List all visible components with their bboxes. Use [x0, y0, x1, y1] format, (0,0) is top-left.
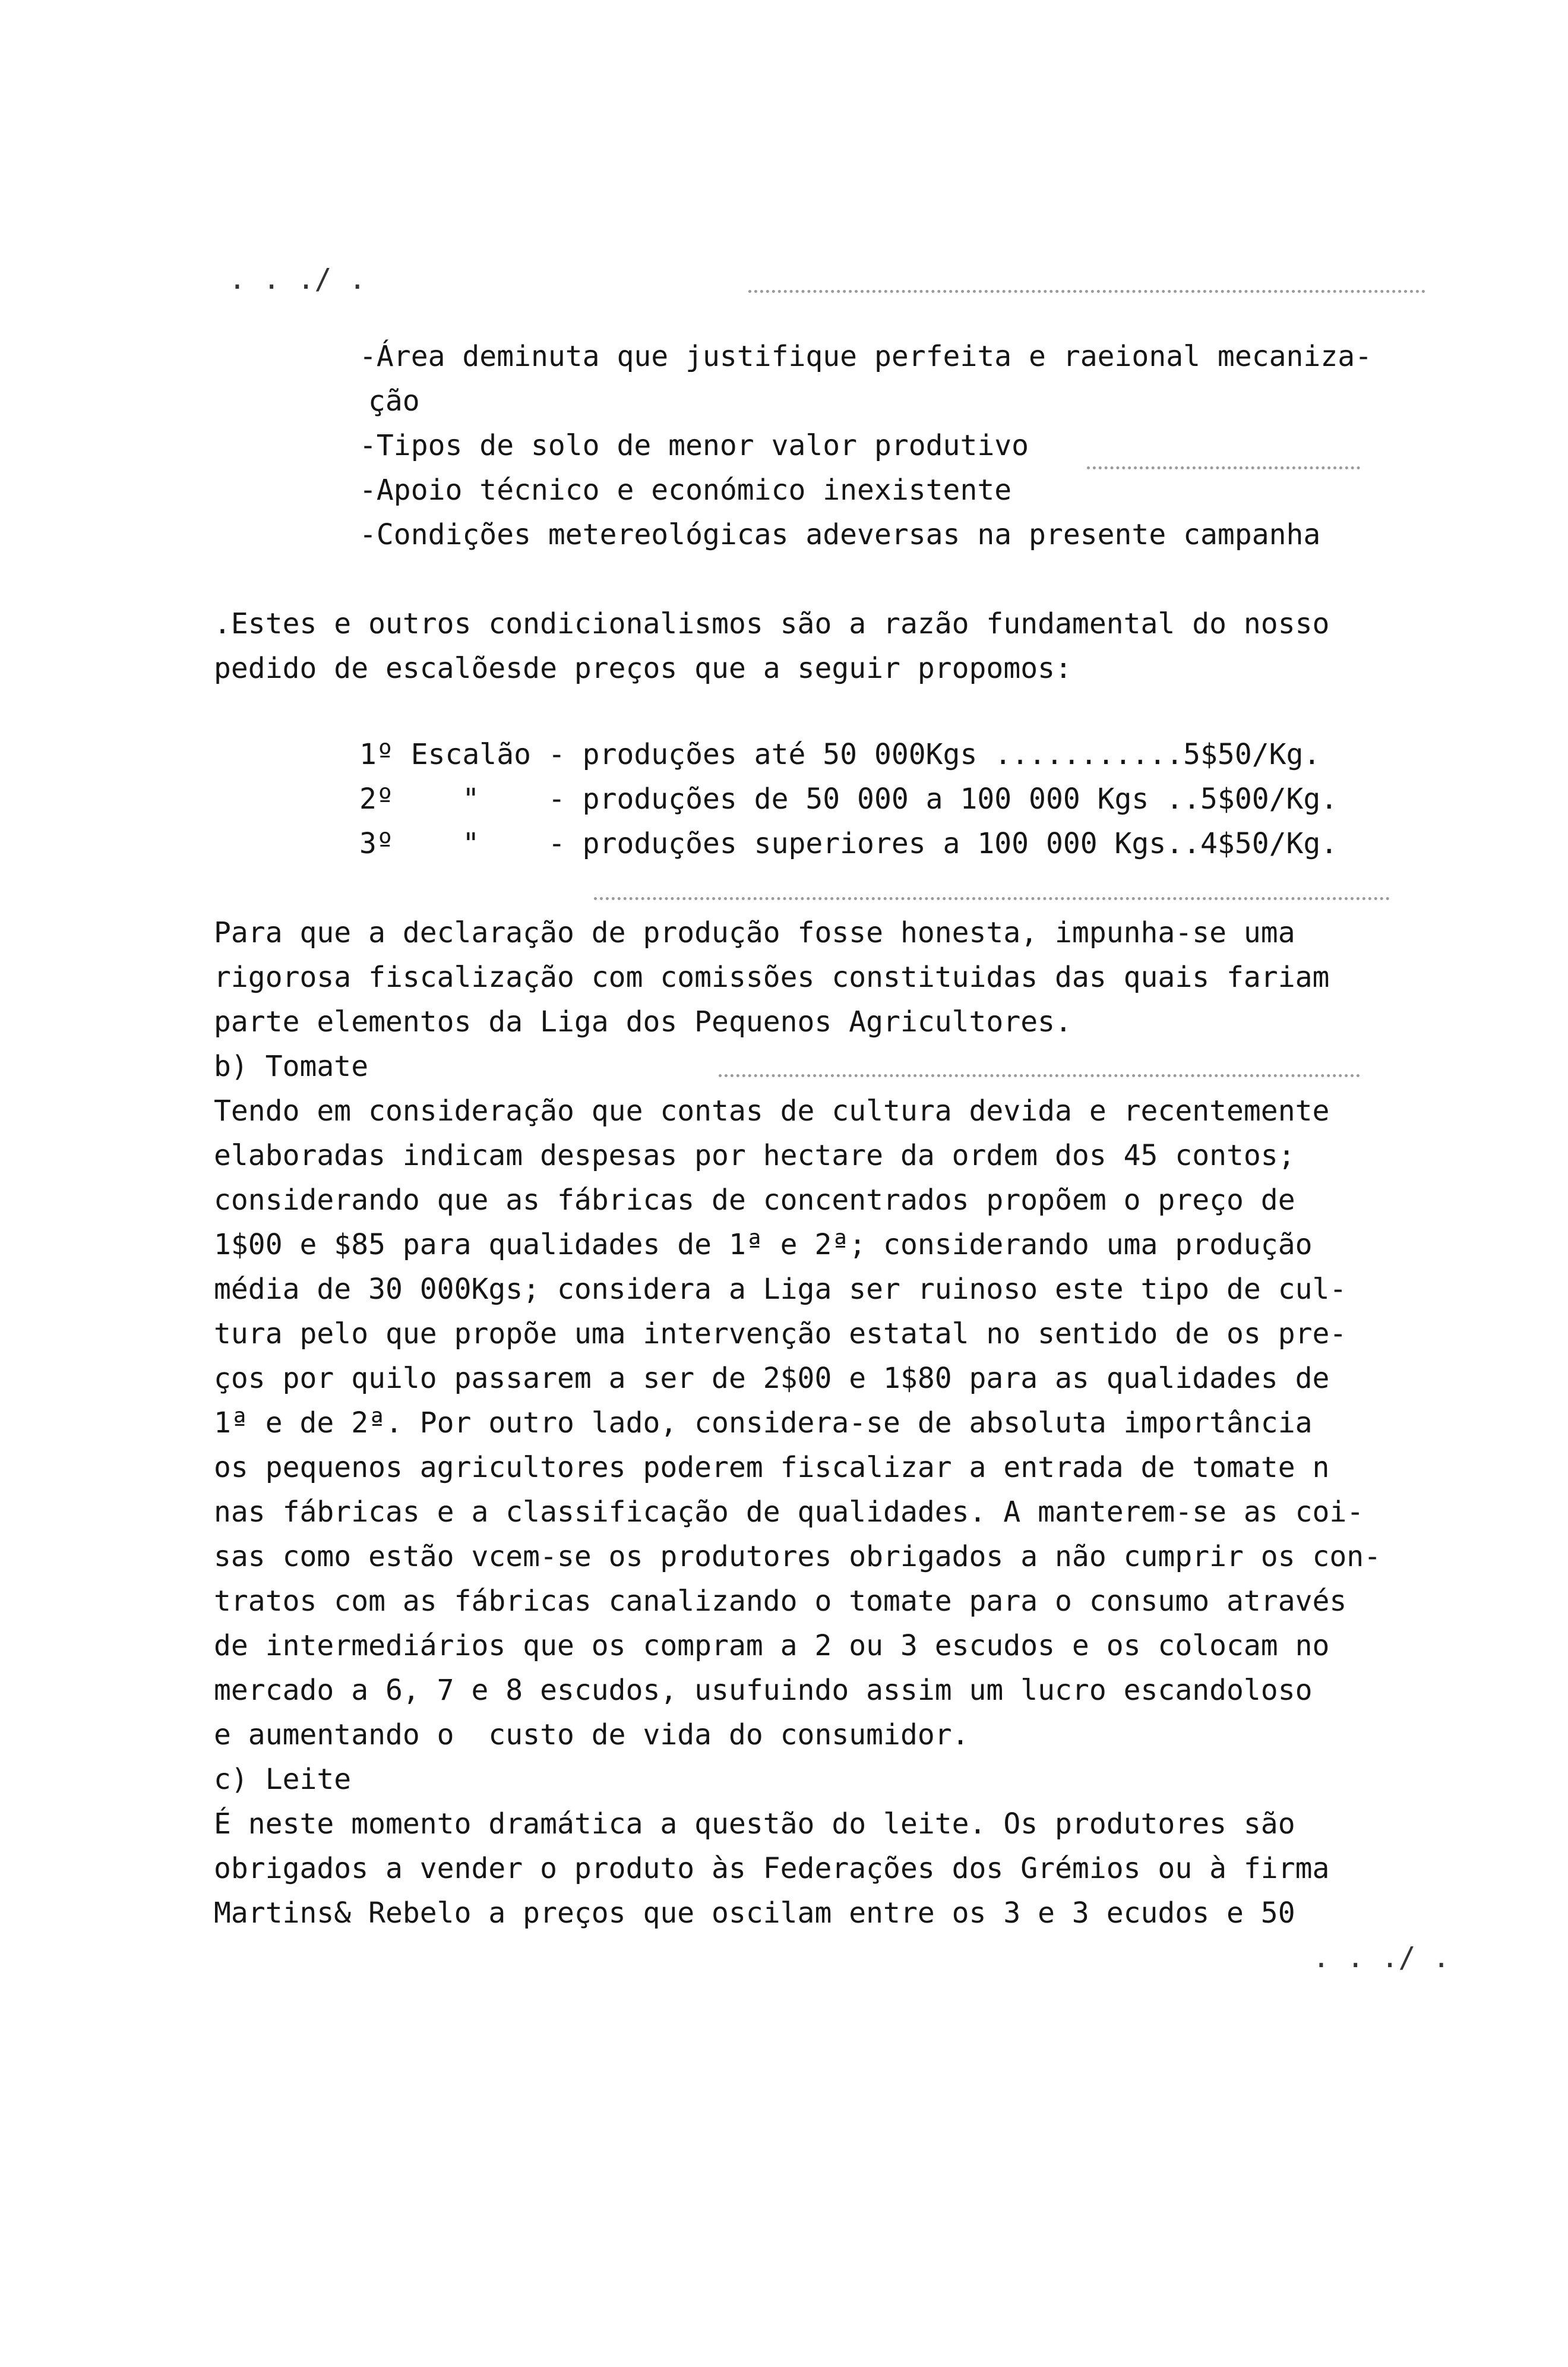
list-item-soil: -Tipos de solo de menor valor produtivo [359, 429, 1029, 462]
price-tier-3: 3º " - produções superiores a 100 000 Kgs..4$50/Kg. [359, 827, 1338, 860]
paragraph-line: sas como estão vcem-se os produtores obrigados a não cumprir os con- [214, 1540, 1382, 1573]
top-continuation-mark: . . ./ . [229, 263, 366, 296]
paragraph-line: tratos com as fábricas canalizando o tomate para o consumo através [214, 1585, 1347, 1618]
paragraph-line: parte elementos da Liga dos Pequenos Agricultores. [214, 1005, 1072, 1039]
list-item-weather: -Condições metereológicas adeversas na presente campanha [359, 518, 1321, 551]
section-heading-tomate: b) Tomate [214, 1050, 369, 1083]
paragraph-line: os pequenos agricultores poderem fiscalizar a entrada de tomate n [214, 1451, 1330, 1484]
paragraph-line: 1ª e de 2ª. Por outro lado, considera-se de absoluta importância [214, 1406, 1313, 1440]
paragraph-line: É neste momento dramática a questão do leite. Os produtores são [214, 1807, 1295, 1841]
paragraph-line: média de 30 000Kgs; considera a Liga ser ruinoso este tipo de cul- [214, 1273, 1347, 1306]
dotted-rule [1087, 466, 1360, 469]
section-heading-leite: c) Leite [214, 1763, 352, 1796]
paragraph-line: mercado a 6, 7 e 8 escudos, usufuindo assim um lucro escandoloso [214, 1674, 1313, 1707]
intro-line: .Estes e outros condicionalismos são a razão fundamental do nosso [214, 607, 1330, 640]
paragraph-line: nas fábricas e a classificação de qualidades. A manterem-se as coi- [214, 1495, 1364, 1529]
list-item-support: -Apoio técnico e económico inexistente [359, 474, 1012, 507]
dotted-rule [719, 1074, 1360, 1077]
bottom-continuation-mark: . . ./ . [1313, 1941, 1450, 1974]
paragraph-line: elaboradas indicam despesas por hectare da ordem dos 45 contos; [214, 1139, 1295, 1172]
dotted-rule [594, 897, 1390, 900]
paragraph-line: 1$00 e $85 para qualidades de 1ª e 2ª; considerando uma produção [214, 1228, 1313, 1261]
paragraph-line: tura pelo que propõe uma intervenção estatal no sentido de os pre- [214, 1317, 1347, 1350]
intro-line: pedido de escalõesde preços que a seguir propomos: [214, 652, 1072, 685]
list-item-area: -Área deminuta que justifique perfeita e raeional mecaniza- [359, 340, 1373, 373]
paragraph-line: Martins& Rebelo a preços que oscilam entre os 3 e 3 ecudos e 50 [214, 1896, 1295, 1930]
list-item-area-continuation: ção [368, 384, 420, 418]
dotted-rule [748, 290, 1425, 293]
paragraph-line: Tendo em consideração que contas de cultura devida e recentemente [214, 1094, 1330, 1128]
price-tier-1: 1º Escalão - produções até 50 000Kgs ...........5$50/Kg. [359, 738, 1321, 771]
paragraph-line: e aumentando o custo de vida do consumidor. [214, 1718, 969, 1751]
price-tier-2: 2º " - produções de 50 000 a 100 000 Kgs ..5$00/Kg. [359, 782, 1338, 816]
paragraph-line: obrigados a vender o produto às Federações dos Grémios ou à firma [214, 1852, 1330, 1885]
paragraph-line: Para que a declaração de produção fosse honesta, impunha-se uma [214, 916, 1295, 949]
paragraph-line: de intermediários que os compram a 2 ou 3 escudos e os colocam no [214, 1629, 1330, 1662]
paragraph-line: rigorosa fiscalização com comissões constituidas das quais fariam [214, 961, 1330, 994]
paragraph-line: considerando que as fábricas de concentrados propõem o preço de [214, 1184, 1295, 1217]
paragraph-line: ços por quilo passarem a ser de 2$00 e 1$80 para as qualidades de [214, 1362, 1330, 1395]
